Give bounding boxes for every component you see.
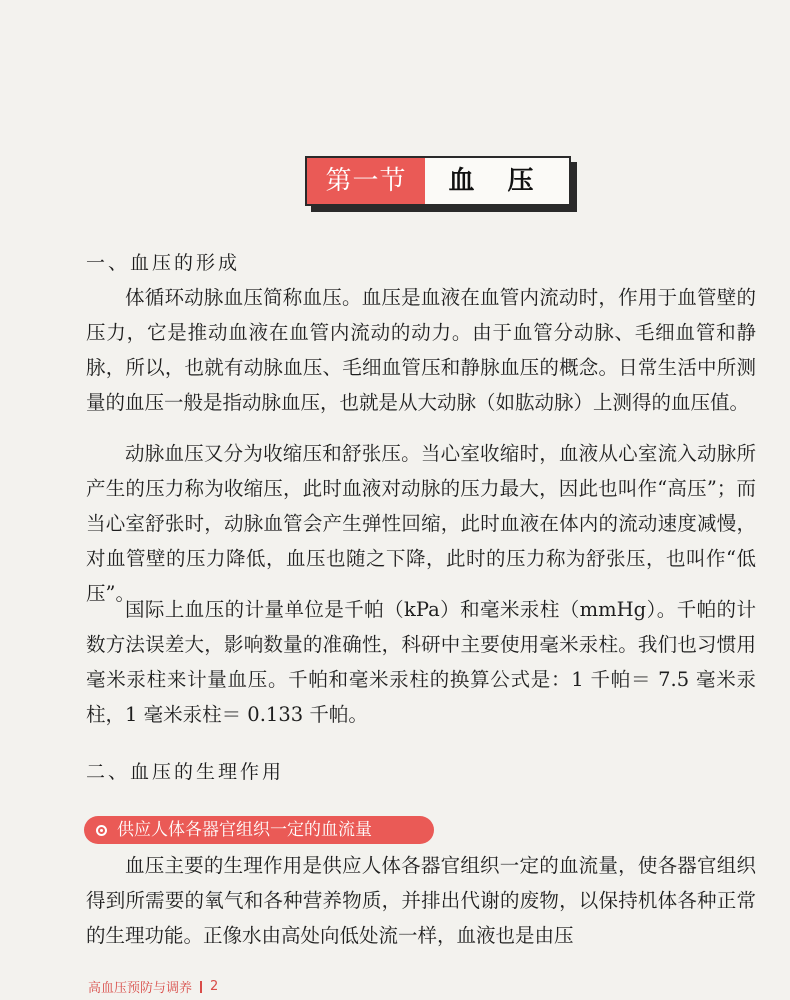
section-title: 血 压: [448, 166, 546, 196]
heading-blood-pressure-formation: 一、血压的形成: [86, 252, 241, 274]
paragraph-systolic-diastolic: 动脉血压又分为收缩压和舒张压。当心室收缩时，血液从心室流入动脉所产生的压力称为收缩压，此时血液对动脉的压力最大，因此也叫作“高压”；而当心室舒张时，动脉血管会产生弹性回缩，此时血液在体内的流动速度减慢，对血管壁的压力降低，血压也随之下降，此时的压力称为舒张压，也叫作“低压”。: [86, 442, 756, 605]
page-footer: [88, 977, 218, 996]
subheading-label: 供应人体各器官组织一定的血流量: [117, 820, 372, 840]
subheading-badge: [84, 816, 434, 844]
paragraph-blood-supply: 血压主要的生理作用是供应人体各器官组织一定的血流量，使各器官组织得到所需要的氧气和各种营养物质，并排出代谢的废物，以保持机体各种正常的生理功能。正像水由高处向低处流一样，血液也是由压: [86, 854, 756, 947]
circle-dot-icon: [96, 825, 107, 836]
paragraph-definition: 体循环动脉血压简称血压。血压是血液在血管内流动时，作用于血管壁的压力，它是推动血液在血管内流动的动力。由于血管分动脉、毛细血管和静脉，所以，也就有动脉血压、毛细血管压和静脉血压的概念。日常生活中所测量的血压一般是指动脉血压，也就是从大动脉（如肱动脉）上测得的血压值。: [86, 286, 756, 414]
heading-physiological-role: 二、血压的生理作用: [86, 761, 285, 783]
section-number: 第一节: [307, 158, 425, 204]
footer-separator: [200, 981, 202, 993]
paragraph-units: 国际上血压的计量单位是千帕（kPa）和毫米汞柱（mmHg）。千帕的计数方法误差大，影响数量的准确性，科研中主要使用毫米汞柱。我们也习惯用毫米汞柱来计量血压。千帕和毫米汞柱的换算公式是：1 千帕＝ 7.5 毫米汞柱，1 毫米汞柱＝ 0.133 千帕。: [86, 598, 756, 726]
section-title-box: [305, 156, 571, 206]
footer-page-number: 2: [210, 979, 219, 994]
footer-book-title: 高血压预防与调养: [88, 981, 193, 996]
